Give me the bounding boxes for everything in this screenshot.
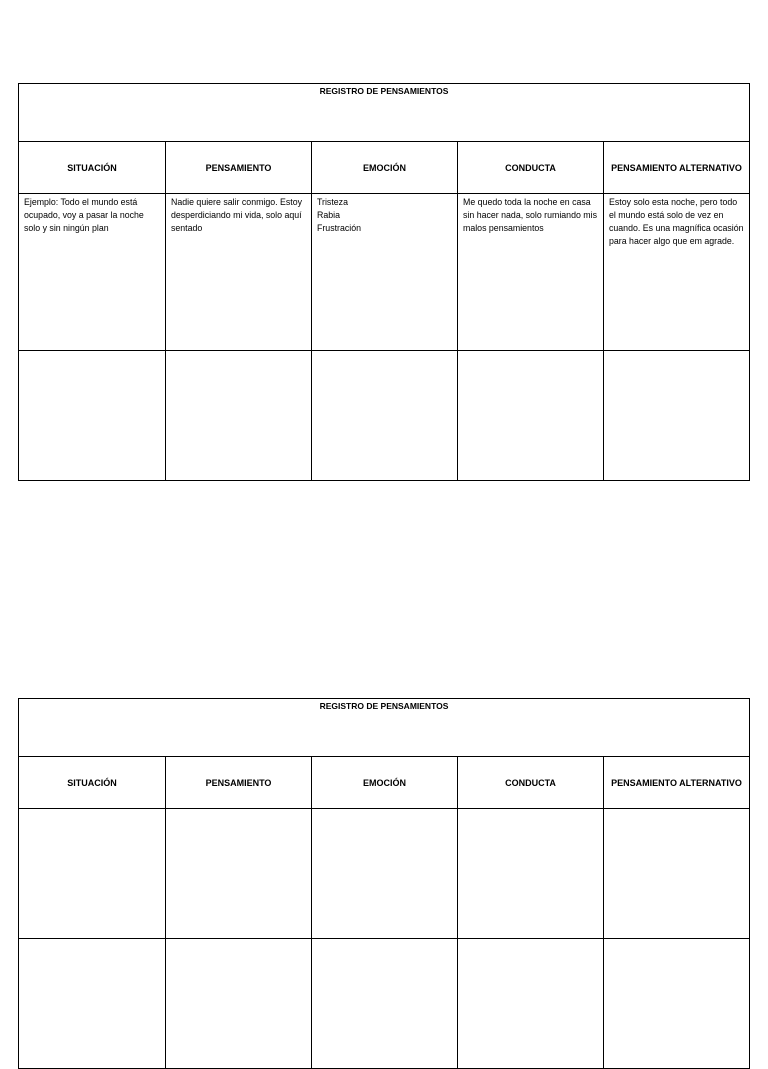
cell-text: Estoy solo esta noche, pero todo el mundo está solo de vez en cuando. Es una magnífica ocasión para hacer algo que em agrade. [609, 197, 744, 246]
thought-record-table-2 [18, 698, 750, 1069]
column-header-pensamiento-alternativo: PENSAMIENTO ALTERNATIVO [604, 142, 750, 194]
column-header-pensamiento-alternativo: PENSAMIENTO ALTERNATIVO [604, 757, 750, 809]
table-cell[interactable] [458, 351, 604, 481]
column-header-conducta: CONDUCTA [458, 757, 604, 809]
table-cell[interactable] [312, 194, 458, 351]
table-cell[interactable] [312, 939, 458, 1069]
column-header-emocion: EMOCIÓN [312, 757, 458, 809]
table-cell[interactable] [604, 809, 750, 939]
table-title: REGISTRO DE PENSAMIENTOS [19, 84, 750, 142]
column-header-situacion: SITUACIÓN [19, 142, 166, 194]
thought-record-table-1 [18, 83, 750, 481]
table-cell[interactable] [19, 351, 166, 481]
table-cell[interactable] [458, 809, 604, 939]
table-cell[interactable] [604, 194, 750, 351]
table-cell[interactable] [19, 939, 166, 1069]
column-header-conducta: CONDUCTA [458, 142, 604, 194]
table-cell[interactable] [604, 351, 750, 481]
table-title: REGISTRO DE PENSAMIENTOS [19, 699, 750, 757]
table-cell[interactable] [166, 194, 312, 351]
table-cell[interactable] [458, 939, 604, 1069]
column-header-emocion: EMOCIÓN [312, 142, 458, 194]
cell-text: Nadie quiere salir conmigo. Estoy desperdiciando mi vida, solo aquí sentado [171, 197, 303, 233]
cell-text: Ejemplo: Todo el mundo está ocupado, voy a pasar la noche solo y sin ningún plan [24, 197, 144, 233]
table-cell[interactable] [458, 194, 604, 351]
table-cell[interactable] [312, 809, 458, 939]
table-cell[interactable] [166, 939, 312, 1069]
table-cell[interactable] [19, 194, 166, 351]
table-row [19, 351, 750, 481]
column-header-situacion: SITUACIÓN [19, 757, 166, 809]
table-cell[interactable] [604, 939, 750, 1069]
table-row [19, 939, 750, 1069]
table-row [19, 194, 750, 351]
table-cell[interactable] [19, 809, 166, 939]
table-cell[interactable] [312, 351, 458, 481]
table-row [19, 809, 750, 939]
cell-text: Me quedo toda la noche en casa sin hacer nada, solo rumiando mis malos pensamientos [463, 197, 597, 233]
column-header-pensamiento: PENSAMIENTO [166, 757, 312, 809]
table-cell[interactable] [166, 351, 312, 481]
table-cell[interactable] [166, 809, 312, 939]
cell-text: Tristeza Rabia Frustración [317, 197, 361, 233]
column-header-pensamiento: PENSAMIENTO [166, 142, 312, 194]
